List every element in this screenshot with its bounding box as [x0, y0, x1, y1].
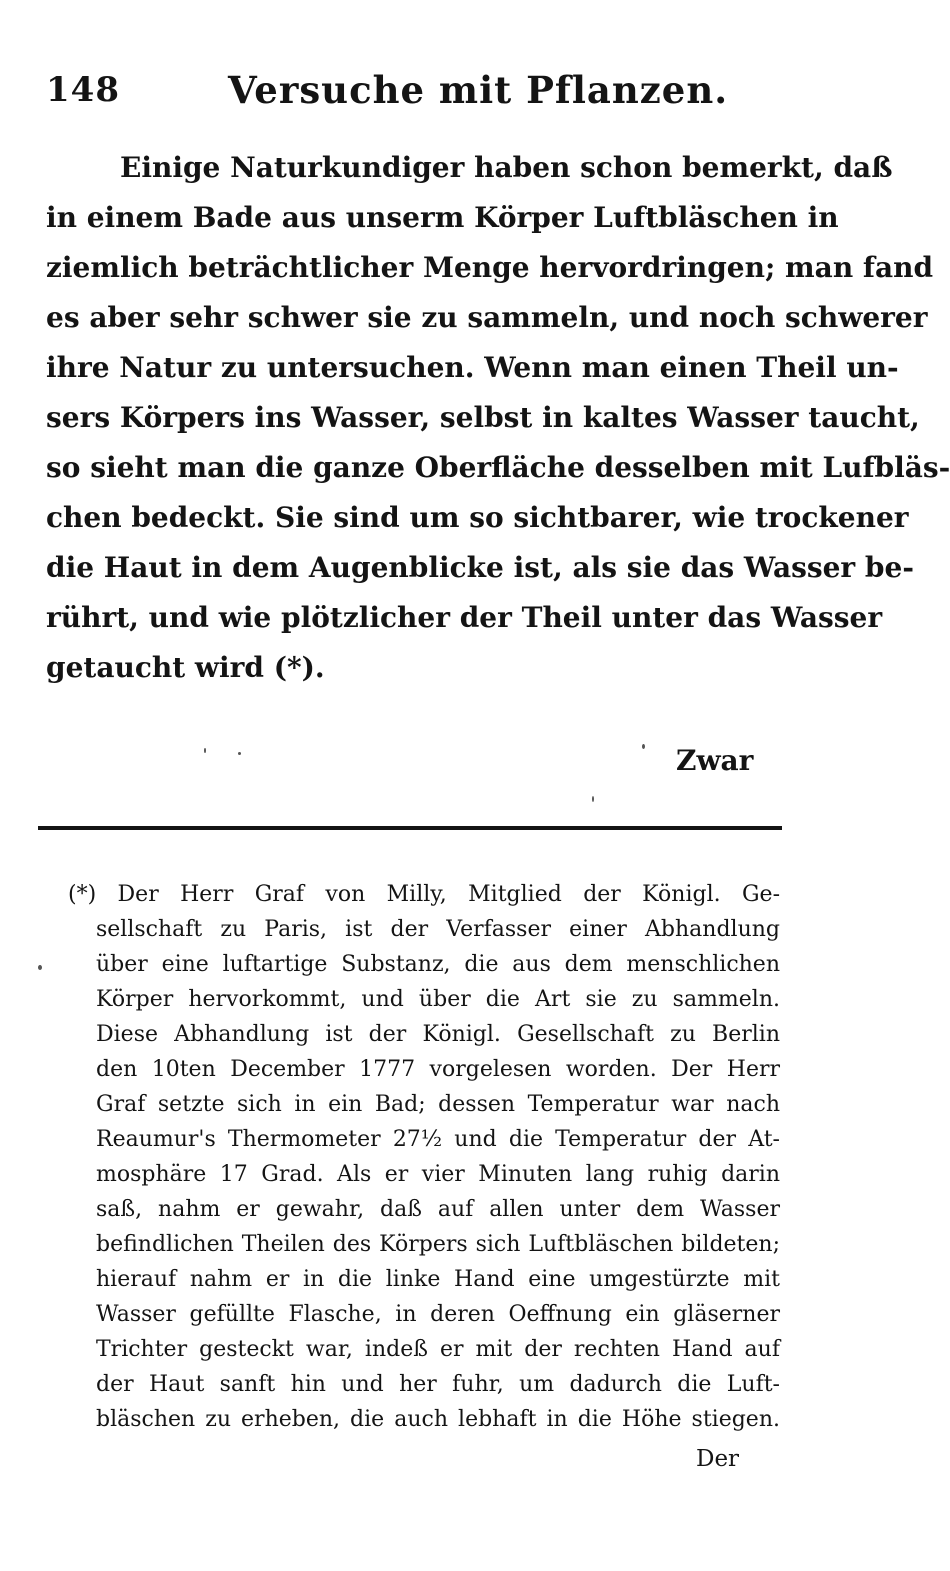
body-line: Einige Naturkundiger haben schon bemerkt, daß: [120, 151, 893, 184]
footnote-line: bläschen zu erheben, die auch lebhaft in die Höhe stiegen.: [96, 1407, 780, 1432]
body-line: die Haut in dem Augenblicke ist, als sie das Wasser be-: [46, 551, 914, 584]
print-speck: [238, 752, 241, 755]
body-line: rührt, und wie plötzlicher der Theil unter das Wasser: [46, 601, 883, 634]
page-number: 148: [46, 70, 120, 110]
footnote-line: befindlichen Theilen des Körpers sich Luftbläschen bildeten;: [96, 1232, 780, 1257]
body-line: ziemlich beträchtlicher Menge hervordringen; man fand: [46, 251, 934, 284]
footnote-line: Trichter gesteckt war, indeß er mit der rechten Hand auf: [96, 1337, 780, 1362]
footnote-line: den 10ten December 1777 vorgelesen worden. Der Herr: [96, 1057, 780, 1082]
footnote-line: sellschaft zu Paris, ist der Verfasser einer Abhandlung: [96, 917, 780, 942]
footnote-line: saß, nahm er gewahr, daß auf allen unter dem Wasser: [96, 1197, 780, 1222]
footnote-line: über eine luftartige Substanz, die aus dem menschlichen: [96, 952, 780, 977]
body-line: in einem Bade aus unserm Körper Luftbläschen in: [46, 201, 839, 234]
print-speck: [642, 744, 645, 749]
footnote-line: Körper hervorkommt, und über die Art sie zu sammeln.: [96, 987, 780, 1012]
print-speck: [592, 796, 594, 802]
page-header: [46, 66, 786, 118]
footnote-line: mosphäre 17 Grad. Als er vier Minuten lang ruhig darin: [96, 1162, 780, 1187]
body-line: so sieht man die ganze Oberfläche desselben mit Lufbläs-: [46, 451, 950, 484]
footnote-line: Reaumur's Thermometer 27½ und die Temperatur der At-: [96, 1127, 780, 1152]
print-speck: [38, 965, 42, 970]
footnote-line: Wasser gefüllte Flasche, in deren Oeffnung ein gläserner: [96, 1302, 780, 1327]
footnote-line: Diese Abhandlung ist der Königl. Gesellschaft zu Berlin: [96, 1022, 780, 1047]
body-line: getaucht wird (*).: [46, 651, 325, 684]
body-line: sers Körpers ins Wasser, selbst in kaltes Wasser taucht,: [46, 401, 920, 434]
footnote-catchword: Der: [696, 1446, 740, 1472]
footnote-rule: [38, 826, 782, 830]
body-line: chen bedeckt. Sie sind um so sichtbarer, wie trockener: [46, 501, 909, 534]
body-line: ihre Natur zu untersuchen. Wenn man einen Theil un-: [46, 351, 899, 384]
footnote-line: (*) Der Herr Graf von Milly, Mitglied der Königl. Ge-: [68, 882, 780, 907]
footnote-line: Graf setzte sich in ein Bad; dessen Temperatur war nach: [96, 1092, 780, 1117]
footnote-line: hierauf nahm er in die linke Hand eine umgestürzte mit: [96, 1267, 780, 1292]
footnote-line: der Haut sanft hin und her fuhr, um dadurch die Luft-: [96, 1372, 780, 1397]
running-head: Versuche mit Pflanzen.: [228, 68, 729, 112]
catchword: Zwar: [676, 744, 754, 777]
print-speck: [204, 748, 206, 753]
body-line: es aber sehr schwer sie zu sammeln, und noch schwerer: [46, 301, 928, 334]
